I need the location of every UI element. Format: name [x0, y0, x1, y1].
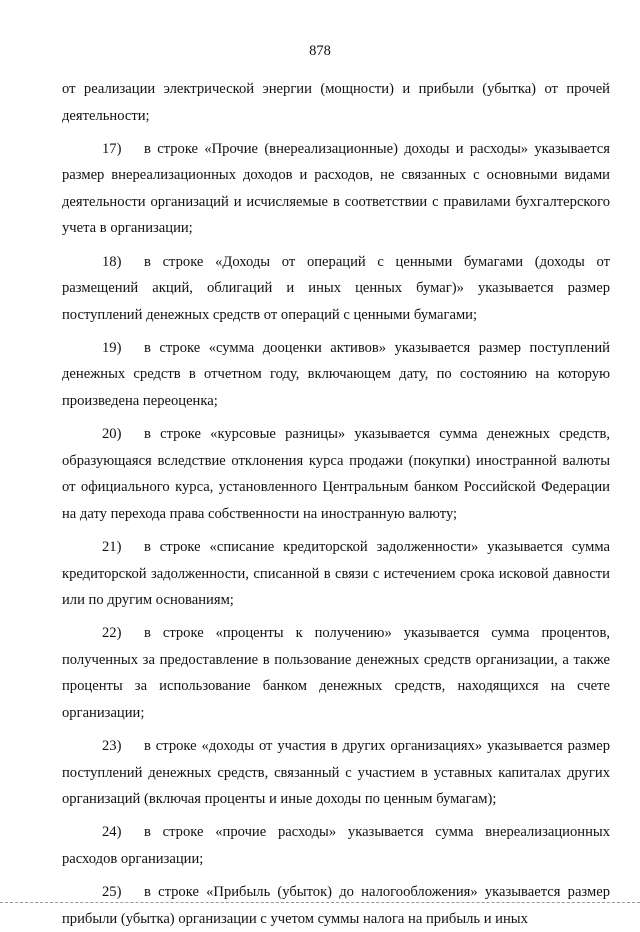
item-number: 22)	[102, 625, 122, 642]
scan-edge-divider	[0, 902, 640, 903]
list-item-19	[62, 335, 610, 415]
list-item-23	[62, 733, 610, 813]
item-text: в строке «прочие расходы» указывается сумма внереализационных расходов организации;	[62, 824, 610, 868]
item-number: 17)	[102, 140, 122, 157]
list-item-17	[62, 136, 610, 242]
item-text: в строке «доходы от участия в других организациях» указывается размер поступлений денежных средств, связанный с участием в уставных капиталах других организаций (включая проценты и иные доходы по ценным бумагам);	[62, 738, 610, 808]
item-number: 20)	[102, 426, 122, 443]
list-item-22	[62, 620, 610, 726]
list-item-20	[62, 421, 610, 527]
page-number: 878	[309, 43, 331, 59]
paragraph-text: от реализации электрической энергии (мощности) и прибыли (убытка) от прочей деятельности;	[62, 81, 610, 124]
item-number: 19)	[102, 339, 122, 356]
item-text: в строке «списание кредиторской задолженности» указывается сумма кредиторской задолженности, списанной в связи с истечением срока исковой давности или по другим основаниям;	[62, 539, 610, 609]
item-number: 23)	[102, 738, 122, 755]
list-item-21	[62, 534, 610, 614]
item-text: в строке «Доходы от операций с ценными бумагами (доходы от размещений акций, облигаций и иных ценных бумаг)» указывается размер поступлений денежных средств от операций с ценными бумагами;	[62, 253, 610, 323]
item-text: в строке «курсовые разницы» указывается сумма денежных средств, образующаяся вследствие отклонения курса продажи (покупки) иностранной валюты от официального курса, установленного Центральным банком Российской Федерации на дату перехода права собственности на иностранную валюту;	[62, 426, 610, 522]
item-text: в строке «Прибыль (убыток) до налогообложения» указывается размер прибыли (убытка) организации с учетом суммы налога на прибыль и иных	[62, 884, 610, 927]
list-item-24	[62, 819, 610, 872]
item-number: 18)	[102, 253, 122, 270]
item-number: 24)	[102, 824, 122, 841]
item-text: в строке «проценты к получению» указывается сумма процентов, полученных за предоставление в пользование денежных средств организации, а также проценты за использование банком денежных средств, находящихся на счете организации;	[62, 625, 610, 722]
document-body	[62, 76, 610, 932]
item-number: 25)	[102, 884, 122, 901]
list-item-18	[62, 249, 610, 329]
item-text: в строке «сумма дооценки активов» указывается размер поступлений денежных средств в отчетном году, включающем дату, по состоянию на которую произведена переоценка;	[62, 339, 610, 410]
list-item-25	[62, 879, 610, 932]
paragraph-continuation	[62, 76, 610, 129]
item-text: в строке «Прочие (внереализационные) доходы и расходы» указывается размер внереализационных доходов и расходов, не связанных с основными видами деятельности организаций и исчисляемые в соответствии с правилами бухгалтерского учета в организации;	[62, 140, 610, 237]
item-number: 21)	[102, 539, 122, 555]
